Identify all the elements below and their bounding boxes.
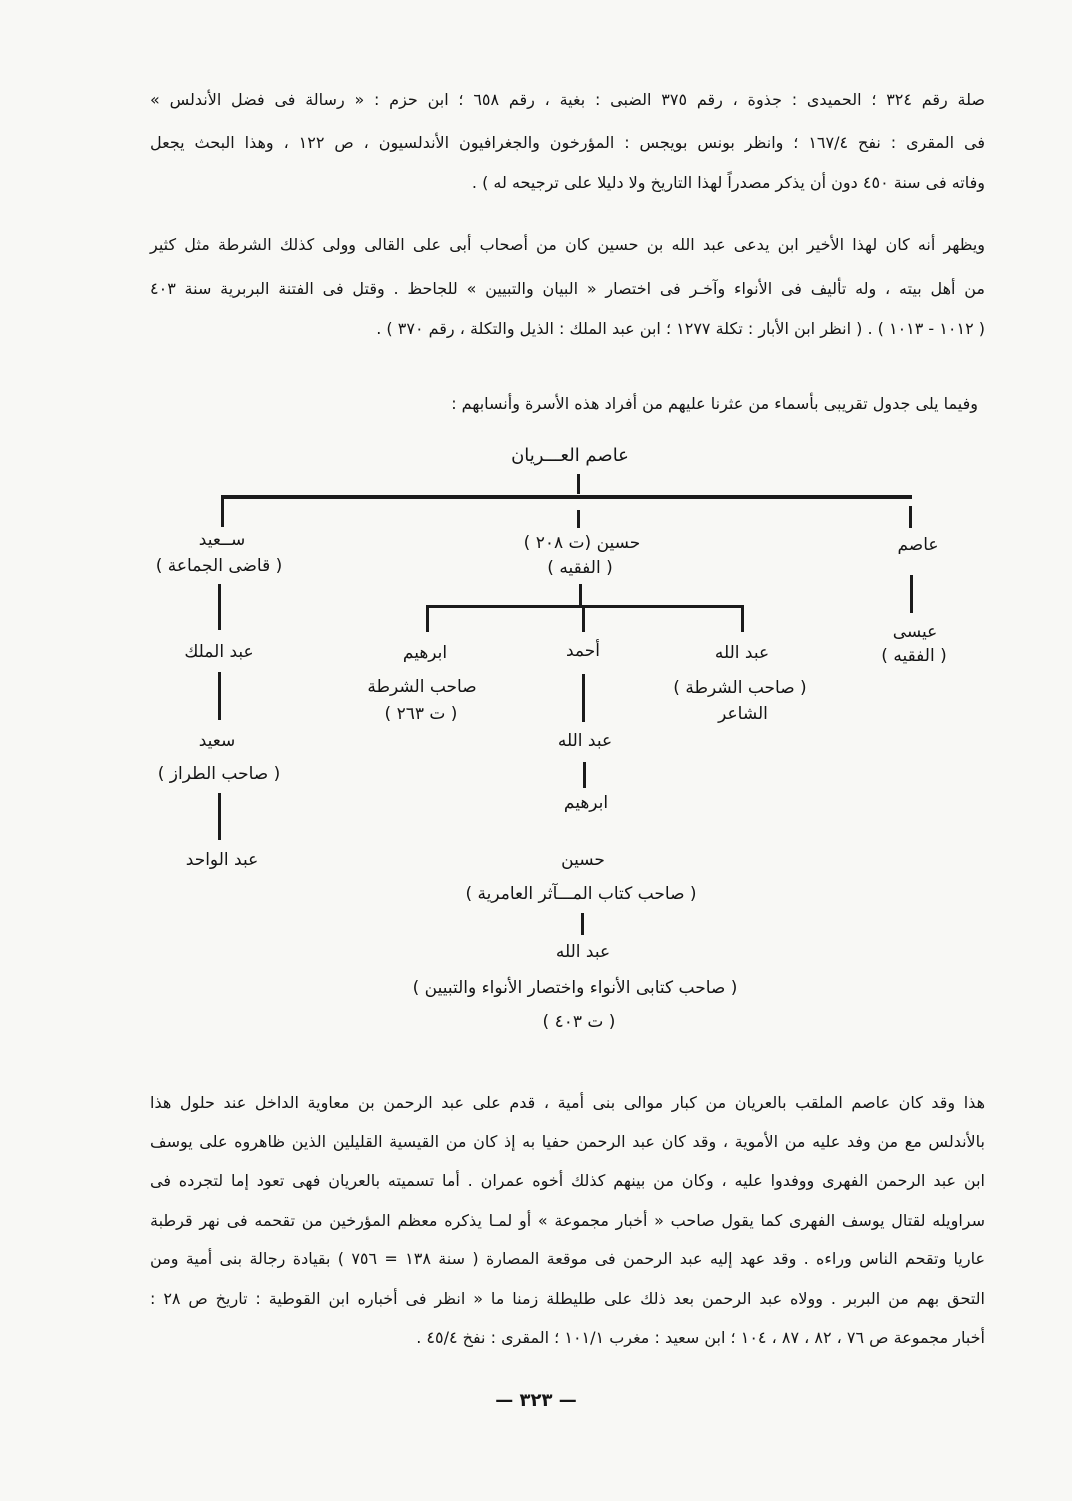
tree-root-name: عاصم العـــريان xyxy=(511,445,629,466)
tree-node-name: حسين xyxy=(561,850,605,870)
text-line: ( ١٠١٢ - ١٠١٣ ) . ( انظر ابن الأبار : تكلة ١٢٧٧ ؛ ابن عبد الملك : الذيل والتكلة ، رقم ٣٧٠ ) . xyxy=(376,319,985,338)
tree-node-title: ( الفقيه ) xyxy=(881,646,947,666)
tree-connector xyxy=(218,672,221,720)
tree-node-name: عبد الله xyxy=(557,731,613,751)
text-line: فى المقرى : نفح ١٦٧/٤ ؛ وانظر بونس بويجس : المؤرخون والجغرافيون الأندلسيون ، ص ١٢٢ ، وهذا البحث يجعل xyxy=(150,133,986,152)
tree-node-name: عبد الله xyxy=(555,942,611,962)
family-table-intro: وفيما يلى جدول تقريبى بأسماء من عثرنا عليهم من أفراد هذه الأسرة وأنسابهم : xyxy=(451,394,978,413)
text-line: هذا وقد كان عاصم الملقب بالعريان من كبار موالى بنى أمية ، قدم على عبد الرحمن بن معاوية الداخل عند حلول هذا xyxy=(150,1093,985,1112)
text-line: ابن عبد الرحمن الفهرى ووفدوا عليه ، وكان من بينهم كذلك أخوه عمران . أما تسميته بالعريان فهى تعود إما لتجرده فى xyxy=(150,1171,985,1190)
text-line: صلة رقم ٣٢٤ ؛ الحميدى : جذوة ، رقم ٣٧٥ الضبى : بغية ، رقم ٦٥٨ ؛ ابن حزم : « رسالة فى فضل الأندلس » xyxy=(150,90,986,109)
tree-connector xyxy=(426,605,744,608)
tree-node-name: أحمد xyxy=(566,641,600,661)
tree-node-name: عاصم xyxy=(897,535,939,555)
tree-connector xyxy=(581,913,584,935)
tree-node-name: ابرهيم xyxy=(402,643,448,663)
tree-node-title: صاحب الشرطة xyxy=(367,677,477,697)
tree-connector xyxy=(426,608,429,632)
tree-connector xyxy=(741,608,744,632)
tree-node-note: الشاعر xyxy=(718,704,768,724)
tree-connector xyxy=(218,793,221,840)
page-number: — ٣٢٣ — xyxy=(495,1390,577,1411)
tree-node-title: ( صاحب الشرطة ) xyxy=(673,678,807,698)
tree-node-name: عيسى xyxy=(892,622,938,642)
text-line: سراويله لقتال يوسف الفهرى كما يقول صاحب « أخبار مجموعة » أو لمـا يذكره معظم المؤرخين من تقحمه فى نهر قرطبة xyxy=(150,1211,985,1230)
tree-connector xyxy=(909,506,912,528)
tree-connector xyxy=(910,575,913,613)
text-line: التحق بهم من البربر . وولاه عبد الرحمن بعد ذلك على طليطلة زمنا ما « انظر فى أخباره ابن القوطية : تاريخ ص ٢٨ : xyxy=(150,1289,985,1308)
tree-node-death: ( ت ٢٦٣ ) xyxy=(384,704,458,724)
tree-node-name: عبد الملك xyxy=(184,642,254,662)
tree-connector xyxy=(577,474,580,494)
tree-connector xyxy=(221,495,912,499)
text-line: وفاته فى سنة ٤٥٠ دون أن يذكر مصدراً لهذا التاريخ ولا دليلا على ترجيحه له ) . xyxy=(471,173,985,192)
tree-connector xyxy=(583,762,586,788)
tree-node-title: ( صاحب الطراز ) xyxy=(157,764,281,784)
text-line: بالأندلس مع من وفد عليه من الأموية ، وقد كان عبد الرحمن حفيا به إذ كان من القيسية القليلين الذين ظاهروه على يوسف xyxy=(150,1132,985,1151)
text-line: ويظهر أنه كان لهذا الأخير ابن يدعى عبد الله بن حسين كان من أصحاب أبى على القالى وولى كذلك الشرطة مثل كثير xyxy=(150,235,985,254)
tree-node-name: ســعيد xyxy=(198,530,246,550)
tree-node-name: عبد الواحد xyxy=(185,850,259,870)
text-line: عاريا وتقحم الناس وراءه . وقد عهد إليه عبد الرحمن فى موقعة المصارة ( سنة ١٣٨ = ٧٥٦ ) بقيادة رجالة بنى أمية ومن xyxy=(150,1249,986,1268)
tree-node-name: حسين (ت ٢٠٨ ) xyxy=(523,533,641,553)
tree-connector xyxy=(577,510,580,528)
tree-node-name: سعيد xyxy=(198,731,236,751)
tree-node-title: ( صاحب كتاب المـــآثر العامرية ) xyxy=(465,884,697,904)
tree-node-name: ابرهيم xyxy=(563,793,609,813)
tree-connector xyxy=(582,608,585,632)
tree-connector xyxy=(582,674,585,722)
text-line: من أهل بيته ، وله تأليف فى الأنواء وآخـر فى اختصار « البيان والتبيين » للجاحظ . وقتل فى الفتنة البربرية سنة ٤٠٣ xyxy=(150,279,985,298)
tree-node-title: ( قاضى الجماعة ) xyxy=(155,556,283,576)
text-line: أخبار مجموعة ص ٧٦ ، ٨٢ ، ٨٧ ، ١٠٤ ؛ ابن سعيد : مغرب ١٠١/١ ؛ المقرى : نفخ ٤٥/٤ . xyxy=(416,1328,985,1347)
tree-node-death: ( ت ٤٠٣ ) xyxy=(542,1012,616,1032)
tree-node-title: ( الفقيه ) xyxy=(547,558,613,578)
tree-connector xyxy=(218,584,221,630)
tree-connector xyxy=(221,499,224,527)
tree-node-name: عبد الله xyxy=(714,643,770,663)
tree-connector xyxy=(579,584,582,606)
tree-node-title: ( صاحب كتابى الأنواء واختصار الأنواء والتبيين ) xyxy=(412,978,738,998)
